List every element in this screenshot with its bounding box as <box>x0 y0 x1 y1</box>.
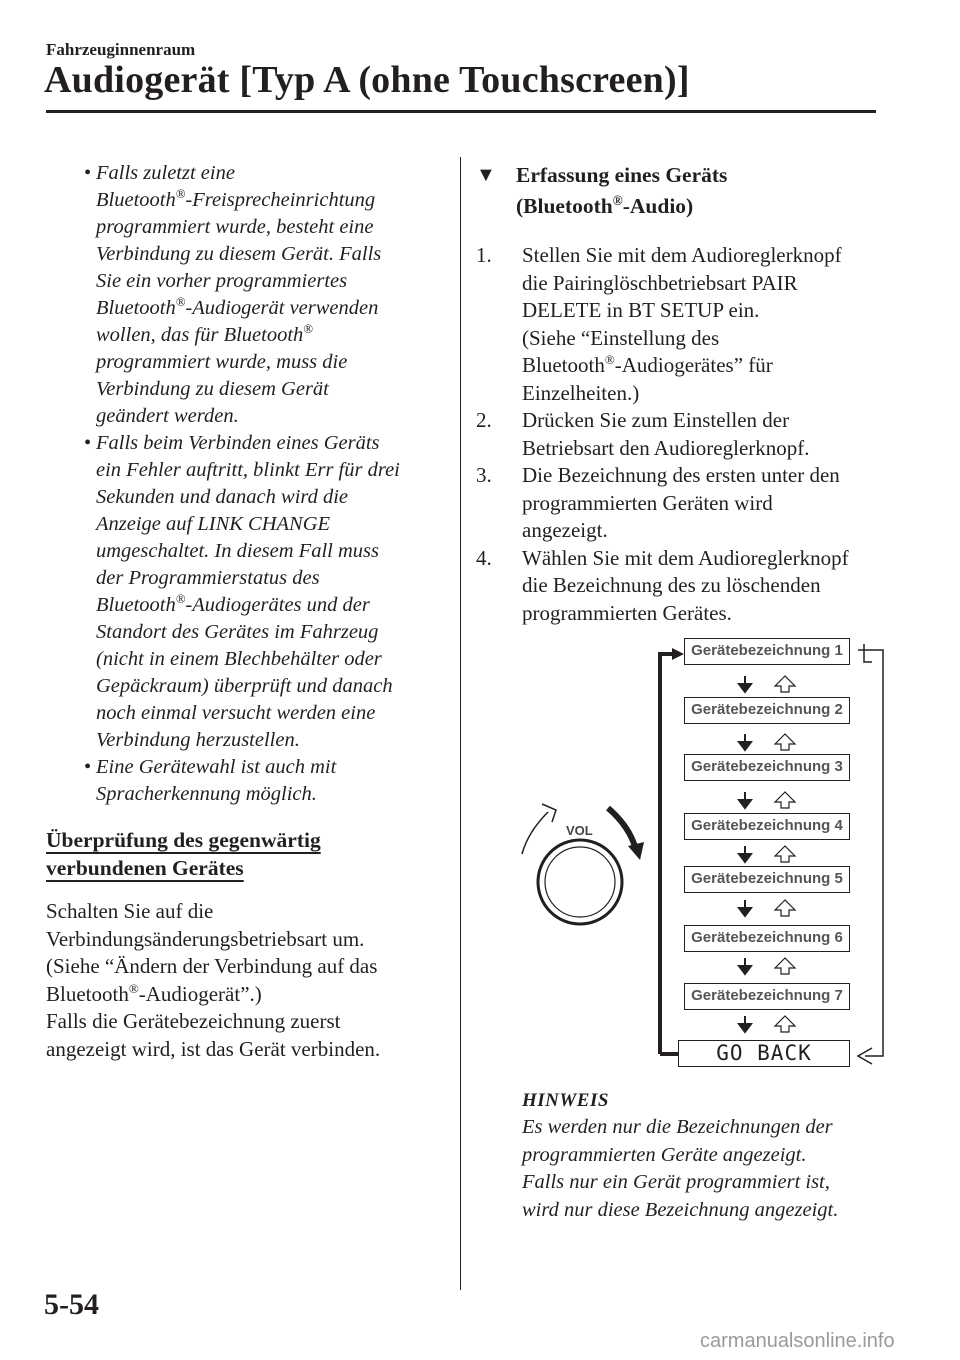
note-line: programmiert wurde, besteht eine <box>96 216 374 238</box>
note-line: Eine Gerätewahl ist auch mit <box>96 756 337 778</box>
bracket-left-arrowhead <box>672 648 684 660</box>
section-heading <box>476 160 896 222</box>
device-name-box: Gerätebezeichnung 4 <box>684 813 850 840</box>
step-number: 2. <box>476 408 492 432</box>
note-list <box>46 160 446 808</box>
step-item <box>476 462 896 545</box>
note-line: Es werden nur die Bezeichnungen der <box>522 1116 833 1138</box>
step-item <box>476 545 896 628</box>
arrow-pair <box>739 792 795 808</box>
note-line: Gepäckraum) überprüft und danach <box>96 675 393 697</box>
note-line: Verbindung herzustellen. <box>96 729 300 751</box>
step-line: DELETE in BT SETUP ein. <box>522 298 760 322</box>
step-line: Die Bezeichnung des ersten unter den <box>522 463 840 487</box>
device-name-box: Gerätebezeichnung 2 <box>684 697 850 724</box>
step-line: Bluetooth®-Audiogerätes” für <box>522 352 773 377</box>
heading-line: Erfassung eines Geräts <box>516 163 728 187</box>
note-line: ein Fehler auftritt, blinkt Err für drei <box>96 459 400 481</box>
device-name-box: Gerätebezeichnung 7 <box>684 983 850 1010</box>
subheading <box>46 826 446 882</box>
note-line: der Programmierstatus des <box>96 567 320 589</box>
step-item <box>476 407 896 462</box>
step-line: Stellen Sie mit dem Audioreglerknopf <box>522 243 842 267</box>
note-line: wird nur diese Bezeichnung angezeigt. <box>522 1198 839 1221</box>
note-line: geändert werden. <box>96 405 239 427</box>
note-line: Falls beim Verbinden eines Geräts <box>96 432 380 454</box>
paragraph-line: Schalten Sie auf die <box>46 899 214 923</box>
note-item <box>46 754 446 808</box>
step-line: Einzelheiten.) <box>522 380 640 405</box>
paragraph-line: Bluetooth®-Audiogerät”.) <box>46 980 262 1006</box>
note-line: Sekunden und danach wird die <box>96 486 349 508</box>
note-line: Sie ein vorher programmiertes <box>96 270 348 292</box>
title-rule <box>46 110 876 113</box>
page-title: Audiogerät [Typ A (ohne Touchscreen)] <box>44 59 690 101</box>
note-title: HINWEIS <box>522 1090 609 1111</box>
note-line: umgeschaltet. In diesem Fall muss <box>96 540 379 562</box>
step-line: Drücken Sie zum Einstellen der <box>522 408 790 432</box>
arrow-pair <box>739 734 795 750</box>
step-line: Wählen Sie mit dem Audioreglerknopf <box>522 545 849 570</box>
note-box <box>522 1087 902 1224</box>
watermark: carmanualsonline.info <box>700 1330 895 1352</box>
page-number: 5-54 <box>44 1288 99 1321</box>
subheading-line: Überprüfung des gegenwärtig <box>46 828 321 852</box>
triangle-marker-icon: ▼ <box>476 164 496 186</box>
note-line: (nicht in einem Blechbehälter oder <box>96 648 382 670</box>
heading-line: (Bluetooth®-Audio) <box>516 192 694 218</box>
volume-knob-icon <box>538 840 622 924</box>
note-line: Falls nur ein Gerät programmiert ist, <box>522 1171 830 1193</box>
rotate-right-arrowhead <box>628 842 644 860</box>
note-line: Bluetooth®-Audiogerät verwenden <box>96 295 379 319</box>
bracket-left <box>660 654 676 1054</box>
note-item <box>46 160 446 430</box>
note-line: programmiert wurde, muss die <box>96 351 348 373</box>
rotate-left-arrow-icon <box>522 812 548 854</box>
note-line: Falls zuletzt eine <box>96 162 235 184</box>
paragraph <box>46 898 446 1063</box>
note-line: Bluetooth®-Freisprecheinrichtung <box>96 187 376 211</box>
vol-label: VOL <box>566 823 593 838</box>
step-number: 1. <box>476 243 492 267</box>
device-selection-diagram <box>500 632 900 1072</box>
section-label: Fahrzeuginnenraum <box>46 40 196 59</box>
note-line: noch einmal versucht werden eine <box>96 702 376 724</box>
step-line: programmierten Geräten wird <box>522 490 773 515</box>
bullet: • <box>84 756 92 778</box>
bracket-right <box>858 650 883 1056</box>
note-line: Spracherkennung möglich. <box>96 783 317 805</box>
step-line: Betriebsart den Audioreglerknopf. <box>522 435 810 460</box>
arrow-pair <box>739 1016 795 1032</box>
step-item <box>476 242 896 407</box>
volume-knob-inner <box>545 847 615 917</box>
note-line: Verbindung zu diesem Gerät <box>96 378 329 400</box>
go-back-box: GO BACK <box>678 1040 850 1067</box>
arrow-pair <box>739 676 795 692</box>
arrow-pair <box>739 958 795 974</box>
column-divider <box>460 157 461 1290</box>
note-line: Standort des Gerätes im Fahrzeug <box>96 621 379 643</box>
step-number: 4. <box>476 545 492 570</box>
device-name-box: Gerätebezeichnung 5 <box>684 866 850 893</box>
step-line: die Pairinglöschbetriebsart PAIR <box>522 270 798 295</box>
device-name-box: Gerätebezeichnung 1 <box>684 638 850 665</box>
device-name-box: Gerätebezeichnung 3 <box>684 754 850 781</box>
right-column <box>476 160 896 627</box>
paragraph-line: Verbindungsänderungsbetriebsart um. <box>46 926 365 951</box>
note-line: Verbindung zu diesem Gerät. Falls <box>96 243 382 265</box>
arrow-pairs <box>739 676 795 1032</box>
bullet: • <box>84 162 92 184</box>
step-line: die Bezeichnung des zu löschenden <box>522 573 821 597</box>
paragraph-line: angezeigt wird, ist das Gerät verbinden. <box>46 1036 381 1061</box>
rotate-left-arrowhead <box>542 804 556 822</box>
arrow-pair <box>739 846 795 862</box>
paragraph-line: (Siehe “Ändern der Verbindung auf das <box>46 954 378 978</box>
bracket-right-inner <box>864 644 872 662</box>
bullet: • <box>84 432 92 454</box>
subheading-line: verbundenen Gerätes <box>46 856 244 880</box>
device-name-box: Gerätebezeichnung 6 <box>684 925 850 952</box>
note-line: Bluetooth®-Audiogerätes und der <box>96 592 370 616</box>
note-line: wollen, das für Bluetooth® <box>96 322 313 346</box>
step-line: programmierten Gerätes. <box>522 600 732 625</box>
paragraph-line: Falls die Gerätebezeichnung zuerst <box>46 1009 341 1033</box>
step-line: angezeigt. <box>522 518 608 542</box>
arrow-pair <box>739 900 795 916</box>
note-line: programmierten Geräte angezeigt. <box>522 1143 807 1166</box>
note-item <box>46 430 446 754</box>
left-column <box>46 160 446 1063</box>
step-number: 3. <box>476 463 492 487</box>
rotate-right-arrow-icon <box>608 808 636 850</box>
step-line: (Siehe “Einstellung des <box>522 325 720 350</box>
note-line: Anzeige auf LINK CHANGE <box>96 513 331 535</box>
step-list <box>476 242 896 627</box>
